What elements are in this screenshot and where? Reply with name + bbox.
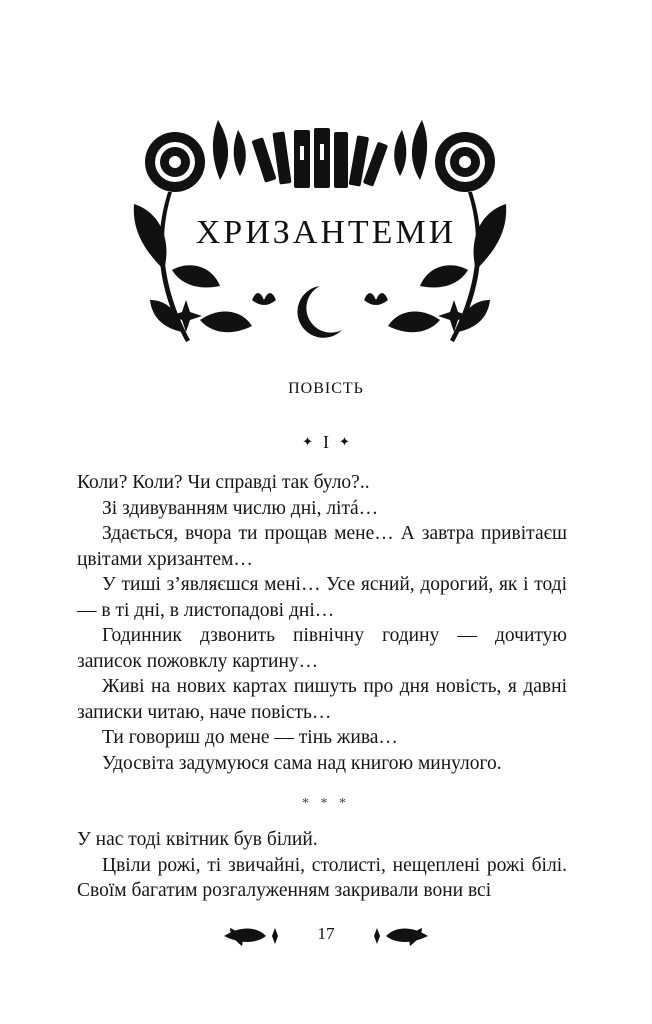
paragraph: Ти говориш до мене — тінь жива…	[102, 727, 398, 748]
paragraph: Цвіли рожі, ті звичайні, столисті, нещеплені рожі білі. Своїм багатим розгалуженням закривали вони всі	[77, 854, 567, 901]
paragraph: У нас тоді квітник був білий.	[77, 829, 318, 850]
chapter-title: ХРИЗАНТЕМИ	[195, 214, 457, 251]
star-icon: ✦	[302, 434, 313, 449]
section-separator: * * *	[302, 796, 350, 811]
body-text-block	[77, 470, 567, 776]
paragraph: У тиші з’являєшся мені… Усе ясний, дорогий, як і тоді — в ті дні, в листопадові дні…	[77, 574, 567, 621]
paragraph: Зі здивуванням числю дні, літá…	[102, 497, 379, 519]
paragraph: Удосвіта задумуюся сама над книгою минулого.	[102, 752, 502, 774]
paragraph: Живі на нових картах пишуть про дня новість, я давні записки читаю, наче повість…	[77, 676, 567, 723]
paragraph: Годинник дзвонить північну годину — дочитую записок пожовклу картину…	[77, 625, 567, 672]
page-number: 17	[317, 924, 335, 943]
genre-subtitle: ПОВІСТЬ	[288, 380, 364, 397]
paragraph: Коли? Коли? Чи справді так було?..	[77, 472, 370, 493]
chapter-number-line	[0, 432, 652, 453]
star-icon: ✦	[339, 434, 350, 449]
paragraph: Здається, вчора ти прощав мене… А завтра привітаєш цвітами хризантем…	[77, 523, 567, 570]
chapter-number: I	[323, 432, 329, 452]
body-text-block	[77, 827, 567, 904]
